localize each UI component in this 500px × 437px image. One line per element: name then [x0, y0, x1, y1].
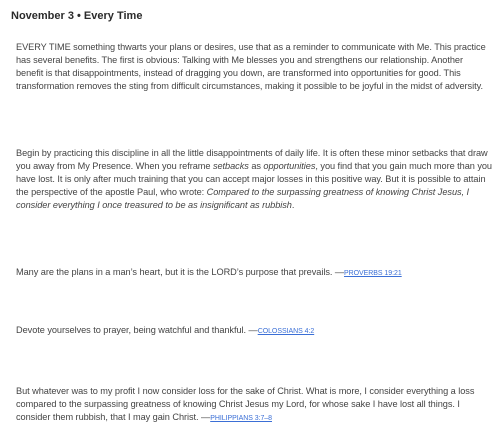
verse-text: Devote yourselves to prayer, being watchful and thankful. — [16, 325, 258, 335]
paragraph-1-text: EVERY TIME something thwarts your plans or desires, use that as a reminder to communicate with Me. This practice has several benefits. The first is obvious: Talking with Me blesses you and strengthens our relationship. Another benefit is that disappointments, instead of dragging you down, are transformed into opportunities for good. This transformation removes the sting from difficult circumstances, making it possible to be joyful in the midst of adversity. [16, 42, 486, 91]
verse-text: Many are the plans in a man’s heart, but it is the LORD’s purpose that prevails. — [16, 267, 345, 277]
verse-reference-link[interactable]: COLOSSIANS 4:2 [257, 328, 315, 335]
paragraph-2-end: . [291, 199, 295, 210]
verse-reference-link[interactable]: PROVERBS 19:21 [344, 270, 402, 277]
devotional-paragraph-2 [16, 147, 492, 212]
emphasis-opportunities: opportunities [263, 160, 316, 171]
page-title: November 3 • Every Time [11, 10, 143, 22]
emphasis-setbacks: setbacks [212, 160, 249, 171]
paul-quote: Compared to the surpassing greatness of knowing Christ Jesus, I consider everything I once treasured to be as insignificant as rubbish [16, 186, 470, 210]
devotional-paragraph-1 [16, 41, 492, 93]
paragraph-2-text-a: Begin by practicing this discipline in all the little disappointments of daily life. It is often these minor setbacks that draw you away from My Presence. When you reframe [16, 148, 488, 171]
paragraph-2-text-c: , you find that you gain much more than you have lost. It is only after much training that you can accept major losses in this positive way. But it is possible to attain the perspective of the apostle Paul, who wrote: [16, 160, 492, 197]
verse-text: But whatever was to my profit I now consider loss for the sake of Christ. What is more, I consider everything a loss compared to the surpassing greatness of knowing Christ Jesus my Lord, for whose sake I have lost all things. I consider them rubbish, that I may gain Christ. — [16, 386, 475, 422]
verse-reference-link[interactable]: PHILIPPIANS 3:7–8 [210, 414, 272, 422]
verse-philippians [16, 385, 492, 426]
verse-colossians [16, 324, 492, 339]
paragraph-2-text-b: as [248, 160, 264, 171]
verse-proverbs [16, 266, 492, 281]
